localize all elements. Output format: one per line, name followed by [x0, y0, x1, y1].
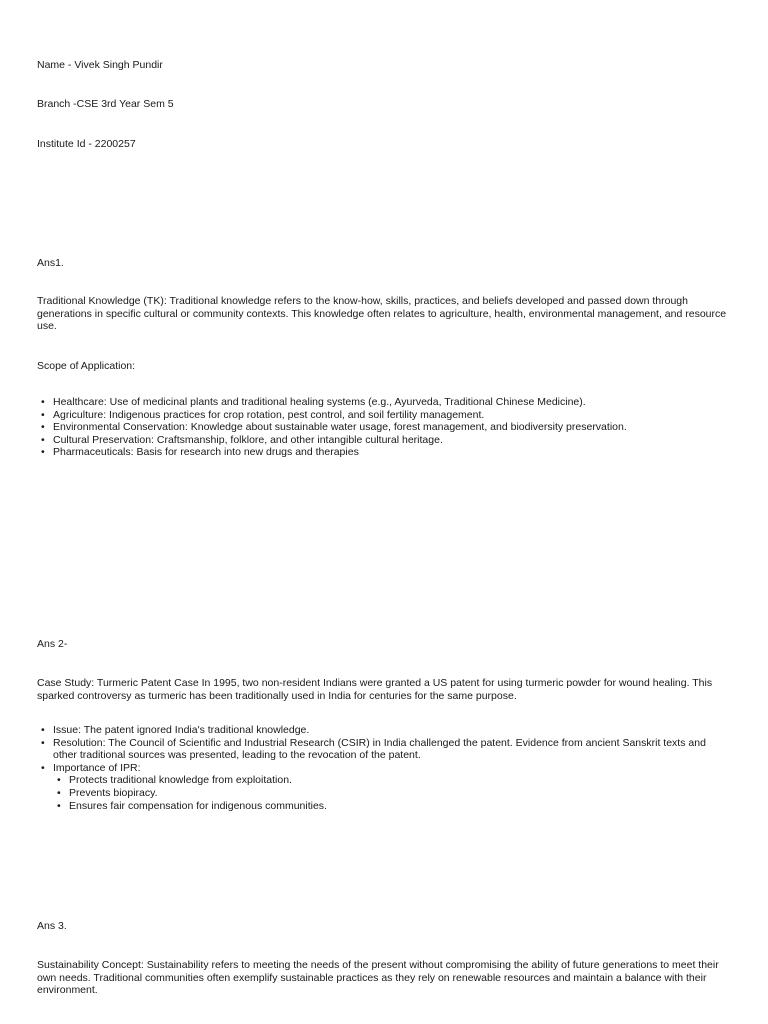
list-item: • Issue: The patent ignored India's traditional knowledge. [53, 724, 732, 737]
list-item: • Healthcare: Use of medicinal plants and traditional healing systems (e.g., Ayurveda, Traditional Chinese Medicine). [53, 396, 732, 409]
list-item: • Protects traditional knowledge from exploitation. [69, 774, 732, 787]
student-branch: Branch -CSE 3rd Year Sem 5 [37, 98, 174, 110]
case-study: Case Study: Turmeric Patent Case In 1995, two non-resident Indians were granted a US patent for using turmeric powder for wound healing. This sparked controversy as turmeric has been traditionally used in India for centuries for the same purpose. [37, 677, 713, 702]
institute-id: Institute Id - 2200257 [37, 138, 136, 150]
ans3-heading: Ans 3. [37, 920, 67, 932]
list-item: • Cultural Preservation: Craftsmanship, folklore, and other intangible cultural heritage. [53, 434, 732, 447]
importance-label: Importance of IPR: [53, 761, 141, 774]
list-item: • Environmental Conservation: Knowledge about sustainable water usage, forest management, and biodiversity preservation. [53, 421, 732, 434]
importance-sublist [53, 774, 732, 812]
scope-list [37, 396, 732, 459]
list-item: • Prevents biopiracy. [69, 787, 732, 800]
list-item [53, 762, 732, 812]
list-item: • Agriculture: Indigenous practices for crop rotation, pest control, and soil fertility management. [53, 409, 732, 422]
ans2-heading: Ans 2- [37, 638, 68, 650]
sustainability-concept: Sustainability Concept: Sustainability refers to meeting the needs of the present without compromising the ability of future generations to meet their own needs. Traditional communities often exemplify sustainable practices as they rely on renewable resources and maintain a balance with their environment. [37, 959, 719, 997]
ipr-list [37, 724, 732, 812]
student-name: Name - Vivek Singh Pundir [37, 59, 163, 71]
ans1-heading: Ans1. [37, 257, 64, 269]
list-item: • Pharmaceuticals: Basis for research into new drugs and therapies [53, 446, 732, 459]
ans1-definition: Traditional Knowledge (TK): Traditional knowledge refers to the know-how, skills, practices, and beliefs developed and passed down through generations in specific cultural or community contexts. This knowledge often relates to agriculture, health, environmental management, and resource use. [37, 295, 727, 333]
list-item: • Ensures fair compensation for indigenous communities. [69, 800, 732, 813]
scope-heading: Scope of Application: [37, 360, 136, 372]
list-item: • Resolution: The Council of Scientific and Industrial Research (CSIR) in India challenged the patent. Evidence from ancient Sanskrit texts and other traditional sources was presented, leading to the revocation of the patent. [53, 737, 732, 762]
